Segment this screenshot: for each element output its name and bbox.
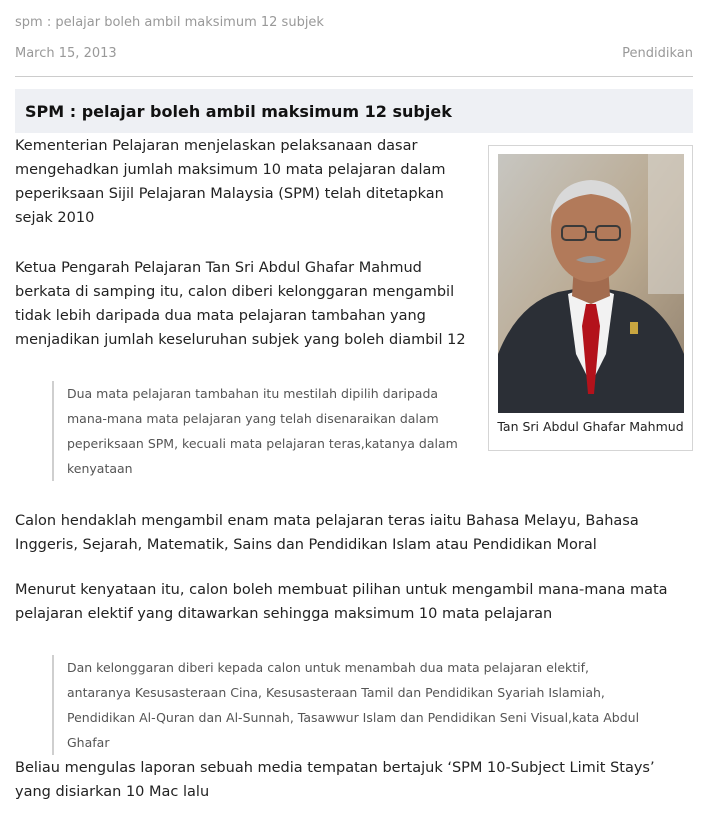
article-figure (488, 145, 693, 451)
paragraph-3: Calon hendaklah mengambil enam mata pelajaran teras iaitu Bahasa Melayu, Bahasa Inggeris, Sejarah, Matematik, Sains dan Pendidikan Islam atau Pendidikan Moral (15, 513, 639, 553)
paragraph-5: Beliau mengulas laporan sebuah media tempatan bertajuk ‘SPM 10-Subject Limit Stays’ yang disiarkan 10 Mac lalu (15, 760, 655, 800)
paragraph-4: Menurut kenyataan itu, calon boleh membuat pilihan untuk mengambil mana-mana mata pelajaran elektif yang ditawarkan sehingga maksimum 10 mata pelajaran (15, 582, 668, 622)
title-bar (15, 89, 693, 133)
article-title: SPM : pelajar boleh ambil maksimum 12 subjek (25, 101, 452, 121)
paragraph-1: Kementerian Pelajaran menjelaskan pelaksanaan dasar mengehadkan jumlah maksimum 10 mata pelajaran dalam peperiksaan Sijil Pelajaran Malaysia (SPM) telah ditetapkan sejak 2010 (15, 138, 446, 226)
category-link[interactable]: Pendidikan (622, 46, 693, 61)
portrait-photo[interactable] (498, 154, 684, 413)
quote-1: Dua mata pelajaran tambahan itu mestilah dipilih daripada mana-mana mata pelajaran yang telah disenaraikan dalam peperiksaan SPM, kecuali mata pelajaran teras,katanya dalam kenyataan (52, 381, 462, 481)
breadcrumb[interactable]: spm : pelajar boleh ambil maksimum 12 subjek (15, 15, 324, 30)
quote-2: Dan kelonggaran diberi kepada calon untuk menambah dua mata pelajaran elektif, antaranya Kesusasteraan Cina, Kesusasteraan Tamil dan Pendidikan Syariah Islamiah, Pendidikan Al-Quran dan Al-Sunnah, Tasawwur Islam dan Pendidikan Seni Visual,kata Abdul Ghafar (52, 655, 652, 755)
header-divider (15, 76, 693, 77)
post-date: March 15, 2013 (15, 46, 117, 61)
paragraph-2: Ketua Pengarah Pelajaran Tan Sri Abdul Ghafar Mahmud berkata di samping itu, calon diberi kelonggaran mengambil tidak lebih daripada dua mata pelajaran tambahan yang menjadikan jumlah keseluruhan subjek yang boleh diambil 12 (15, 260, 466, 348)
figure-caption: Tan Sri Abdul Ghafar Mahmud (497, 419, 684, 434)
